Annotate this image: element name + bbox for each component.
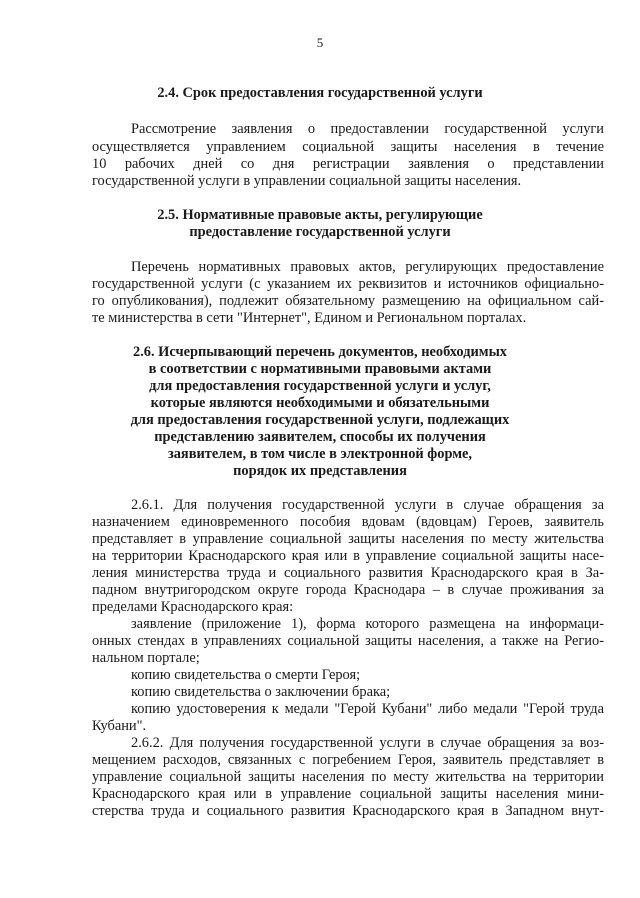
- section-2-6-title: для предоставления государственной услуги и услуг,: [149, 378, 491, 394]
- section-2-6-title: заявителем, в том числе в электронной форме,: [167, 446, 473, 462]
- para-2-6-2-line: управление социальной защиты населения по месту жительства на территории: [92, 769, 604, 785]
- document-list-item: заявление (приложение 1), форма которого размещена на информаци-: [131, 616, 604, 632]
- document-list-item: онных стендах в управлениях социальной защиты населения, а также на Регио-: [92, 633, 604, 649]
- para-2-6-1-line: пределами Краснодарского края:: [92, 599, 294, 615]
- para-2-6-1-line: 2.6.1. Для получения государственной услуги в случае обращения за: [131, 497, 604, 513]
- section-2-5-line: те министерства в сети "Интернет", Едином и Региональном порталах.: [92, 310, 527, 326]
- section-2-6-title: представлению заявителем, способы их получения: [154, 429, 486, 445]
- page-number: 5: [316, 35, 324, 50]
- section-2-5-title: предоставление государственной услуги: [189, 224, 451, 240]
- para-2-6-1-line: представляет в управление социальной защиты населения по месту жительства: [92, 531, 604, 547]
- document-list-item: Кубани".: [92, 718, 147, 734]
- para-2-6-1-line: назначением единовременного пособия вдовам (вдовцам) Героев, заявитель: [92, 514, 604, 530]
- section-2-5-line: Перечень нормативных правовых актов, регулирующих предоставление: [131, 259, 604, 275]
- para-2-6-1-line: ления министерства труда и социального развития Краснодарского края в За-: [92, 565, 604, 581]
- para-2-6-1-line: на территории Краснодарского края или в управление социальной защиты насе-: [92, 548, 604, 564]
- section-2-6-title: которые являются необходимыми и обязательными: [150, 395, 490, 411]
- para-2-6-2-line: мещением расходов, связанных с погребением Героя, заявитель представляет в: [92, 752, 604, 768]
- para-2-6-1-line: падном внутригородском округе города Краснодара – в случае проживания за: [92, 582, 604, 598]
- section-2-6-title: 2.6. Исчерпывающий перечень документов, необходимых: [133, 344, 507, 360]
- document-list-item: копию свидетельства о заключении брака;: [131, 684, 391, 700]
- section-2-5-line: государственной услуги (с указанием их реквизитов и источников официально-: [92, 276, 604, 292]
- para-2-6-2-line: Краснодарского края или в управление социальной защиты населения мини-: [92, 786, 604, 802]
- section-2-5-title: 2.5. Нормативные правовые акты, регулирующие: [157, 207, 483, 223]
- section-2-4-line: осуществляется управлением социальной защиты населения в течение: [92, 139, 604, 155]
- section-2-6-title: для предоставления государственной услуги, подлежащих: [130, 412, 510, 428]
- document-list-item: копию удостоверения к медали "Герой Кубани" либо медали "Герой труда: [131, 701, 604, 717]
- section-2-6-title: порядок их представления: [233, 463, 407, 479]
- section-2-4-title: 2.4. Срок предоставления государственной услуги: [157, 85, 483, 101]
- para-2-6-2-line: стерства труда и социального развития Краснодарского края в Западном внут-: [92, 803, 604, 819]
- section-2-4-line: 10 рабочих дней со дня регистрации заявления о представлении: [92, 156, 604, 172]
- section-2-5-line: го опубликования), подлежит обязательному размещению на официальном сай-: [92, 293, 604, 309]
- section-2-4-line: государственной услуги в управлении социальной защиты населения.: [92, 173, 522, 189]
- document-list-item: нальном портале;: [92, 650, 200, 666]
- section-2-6-title: в соответствии с нормативными правовыми актами: [148, 361, 492, 377]
- para-2-6-2-line: 2.6.2. Для получения государственной услуги в случае обращения за воз-: [131, 735, 604, 751]
- document-list-item: копию свидетельства о смерти Героя;: [131, 667, 361, 683]
- section-2-4-line: Рассмотрение заявления о предоставлении государственной услуги: [131, 121, 604, 137]
